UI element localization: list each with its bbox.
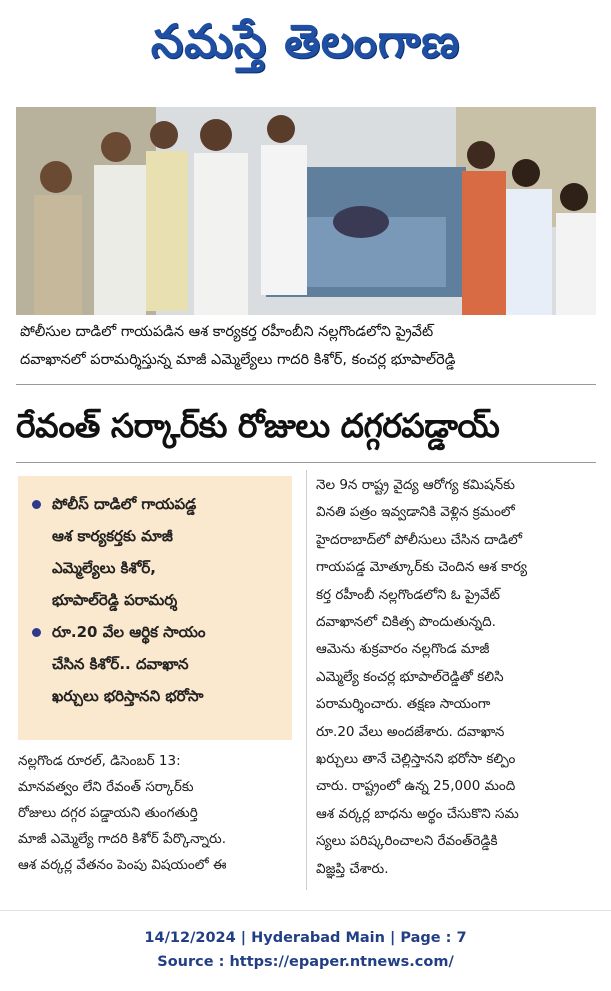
body-line: నెల 9న రాష్ట్ర వైద్య ఆరోగ్య కమిషన్‌కు [316, 477, 515, 493]
body-line: రోజులు దగ్గర పడ్డాయని తుంగతుర్తి [18, 805, 198, 821]
body-line: నల్లగొండ రూరల్, డిసెంబర్ 13: [18, 753, 181, 769]
body-line: ఆమెను శుక్రవారం నల్లగొండ మాజీ [316, 641, 490, 658]
body-line: స్యలు పరిష్కరించాలని రేవంత్‌రెడ్డికి [316, 833, 498, 850]
body-line: విజ్ఞప్తి చేశారు. [316, 860, 389, 877]
article-body-left [18, 748, 296, 878]
divider [0, 910, 611, 911]
body-line: పరామర్శించారు. తక్షణ సాయంగా [316, 696, 491, 713]
masthead-title: నమస్తే తెలంగాణ [150, 14, 461, 68]
highlights-box [18, 476, 292, 740]
caption-line: దవాఖానలో పరామర్శిస్తున్న మాజీ ఎమ్మెల్యేలు గాదరి కిశోర్, కంచర్ల భూపాల్‌రెడ్డి [20, 352, 456, 368]
body-line: వినతి పత్రం ఇవ్వడానికి వెళ్లిన క్రమంలో [316, 504, 515, 521]
highlight-line: ఆశ కార్యకర్తకు మాజీ [52, 527, 173, 545]
news-photo [16, 107, 596, 315]
body-line: ఆశ వర్కర్ల బాధను అర్థం చేసుకొని సమ [316, 805, 519, 822]
body-line: ఎమ్మెల్యే కంచర్ల భూపాల్‌రెడ్డితో కలిసి [316, 668, 504, 685]
article-headline: రేవంత్ సర్కార్‌కు రోజులు దగ్గరపడ్డాయ్ [16, 406, 500, 445]
highlight-item [30, 488, 284, 616]
highlight-line: భూపాల్‌రెడ్డి పరామర్శ [52, 591, 178, 609]
bullet-icon [32, 500, 41, 509]
body-line: మాజీ ఎమ్మెల్యే గాదరి కిశోర్ పేర్కొన్నారు. [18, 831, 226, 847]
highlight-line: ఖర్చులు భరిస్తానని భరోసా [52, 687, 204, 705]
masthead [0, 0, 611, 84]
hospital-visit-photo [16, 107, 596, 315]
body-line: రూ.20 వేలు అందజేశారు. దవాఖాన [316, 723, 505, 740]
bullet-icon [32, 628, 41, 637]
caption-line: పోలీసుల దాడిలో గాయపడిన ఆశ కార్యకర్త రహీంబీని నల్లగొండలోని ప్రైవేట్ [20, 324, 434, 340]
highlight-line: పోలీస్ దాడిలో గాయపడ్డ [52, 495, 197, 513]
footer-source-link[interactable]: Source : https://epaper.ntnews.com/ [157, 954, 454, 970]
body-line: హైదరాబాద్‌లో పోలీసులు చేసిన దాడిలో [316, 531, 523, 548]
page-footer [0, 926, 611, 974]
divider [16, 384, 596, 385]
body-line: చారు. రాష్ట్రంలో ఉన్న 25,000 మంది [316, 778, 516, 795]
body-line: కర్త రహీంబీ నల్లగొండలోని ఓ ప్రైవేట్ [316, 586, 500, 603]
body-line: ఖర్చులు తానే చెల్లిస్తానని భరోసా కల్పిం [316, 751, 516, 768]
highlight-line: ఎమ్మెల్యేలు కిశోర్, [52, 559, 156, 577]
body-line: ఆశ వర్కర్ల వేతనం పెంపు విషయంలో ఈ [18, 857, 227, 873]
highlight-line: చేసిన కిశోర్.. దవాఖాన [52, 655, 189, 673]
footer-date-edition: 14/12/2024 | Hyderabad Main | Page : 7 [144, 930, 467, 946]
column-divider [306, 470, 307, 890]
article-body-right [316, 472, 598, 883]
photo-caption [16, 318, 600, 376]
body-line: మానవత్వం లేని రేవంత్ సర్కార్‌కు [18, 779, 194, 795]
highlight-item [30, 616, 284, 712]
divider [16, 462, 596, 463]
body-line: గాయపడ్డ మోత్కూర్‌కు చెందిన ఆశ కార్య [316, 559, 528, 576]
body-line: దవాఖానలో చికిత్స పొందుతున్నది. [316, 614, 496, 631]
highlight-line: రూ.20 వేల ఆర్థిక సాయం [52, 623, 206, 641]
